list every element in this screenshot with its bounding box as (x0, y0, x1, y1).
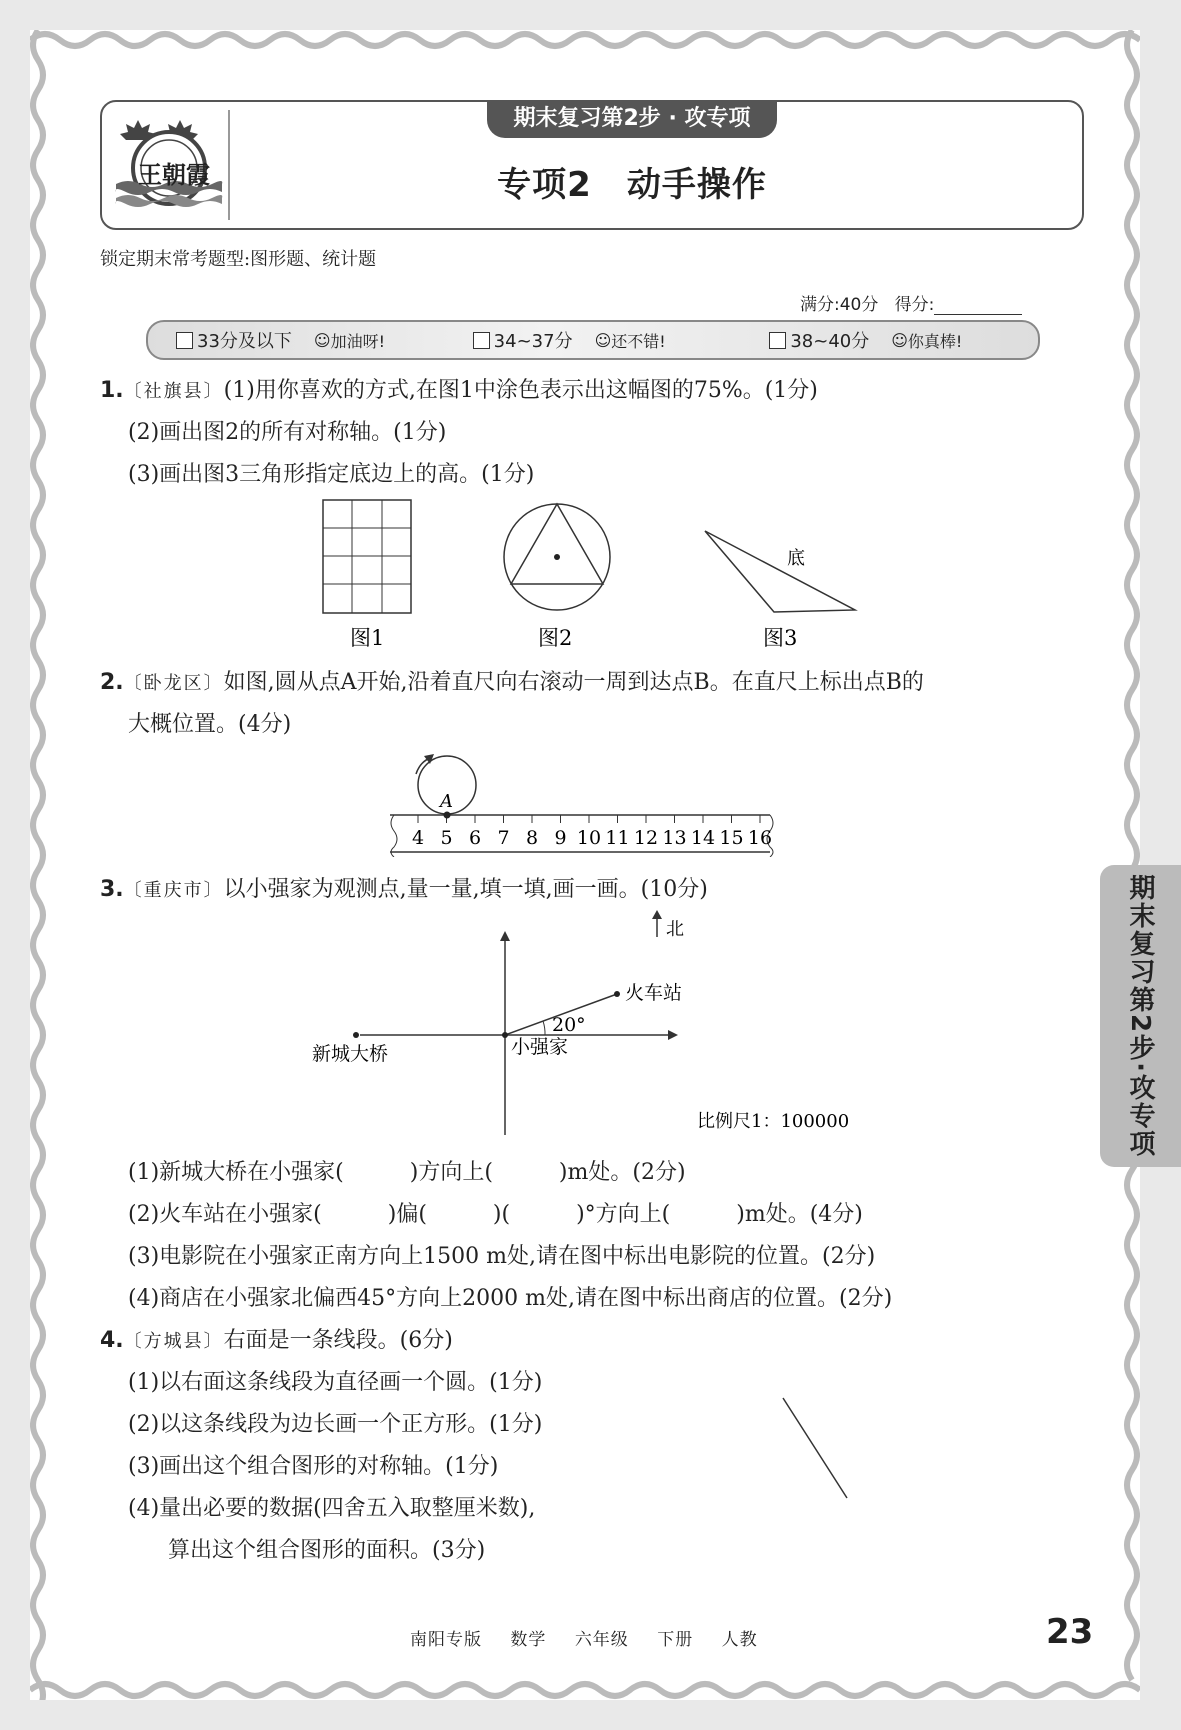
rating-checkbox[interactable] (473, 332, 490, 349)
q3-part3: (3)电影院在小强家正南方向上1500 m处,请在图中标出电影院的位置。(2分) (128, 1244, 876, 1269)
fig2-caption: 图2 (538, 626, 573, 650)
rating-bar (146, 320, 1040, 360)
ruler-tick-label: 4 (411, 827, 425, 849)
fig1-caption: 图1 (350, 626, 385, 650)
footer-item: 下册 (657, 1630, 694, 1650)
q4-part2: (2)以这条线段为边长画一个正方形。(1分) (128, 1412, 543, 1437)
logo-text: 王朝霞 (138, 160, 210, 189)
ruler-tick-label: 10 (576, 827, 602, 849)
footer-item: 南阳专版 (410, 1630, 482, 1650)
question-number: 2. (100, 670, 124, 695)
q2-text: 如图,圆从点A开始,沿着直尺向右滚动一周到达点B。在直尺上标出点B的 (223, 670, 924, 695)
rating-range: 34~37分 (493, 331, 573, 352)
score-line (800, 290, 1022, 315)
rating-comment: 还不错! (611, 331, 666, 351)
q4-part4b: 算出这个组合图形的面积。(3分) (168, 1538, 486, 1563)
q1-figures (310, 495, 870, 655)
footer-item: 数学 (510, 1630, 547, 1650)
question-number: 3. (100, 877, 124, 902)
score-blank[interactable] (934, 298, 1022, 315)
q1-part3: (3)画出图3三角形指定底边上的高。(1分) (128, 462, 535, 487)
footer (410, 1625, 780, 1650)
rating-checkbox[interactable] (769, 332, 786, 349)
q4-part1: (1)以右面这条线段为直径画一个圆。(1分) (128, 1370, 543, 1395)
ruler-tick-label: 7 (497, 827, 510, 849)
ruler-tick-label: 16 (747, 827, 773, 849)
question-source: 〔方城县〕 (123, 1331, 224, 1352)
q2-line2: 大概位置。(4分) (128, 712, 292, 737)
ruler-tick-label: 9 (554, 827, 567, 849)
q4-line1 (100, 1323, 453, 1354)
full-score: 满分:40分 (800, 295, 879, 315)
question-source: 〔卧龙区〕 (123, 673, 224, 694)
station-label: 火车站 (625, 982, 683, 1004)
question-number: 4. (100, 1328, 124, 1353)
ruler-tick-label: 8 (525, 827, 539, 849)
ruler-tick-label: 5 (440, 827, 453, 849)
footer-item: 六年级 (574, 1630, 629, 1650)
q2-ruler-figure (390, 752, 790, 857)
q3-part1: (1)新城大桥在小强家( )方向上( )m处。(2分) (128, 1160, 686, 1185)
point-a-dot (444, 812, 451, 819)
grid-figure[interactable] (323, 500, 411, 613)
q3-part4: (4)商店在小强家北偏西45°方向上2000 m处,请在图中标出商店的位置。(2分) (128, 1286, 893, 1311)
score-label: 得分: (894, 295, 935, 315)
ruler-tick-label: 15 (719, 827, 744, 849)
ruler-tick-label: 11 (605, 827, 630, 849)
home-label: 小强家 (511, 1036, 569, 1058)
rating-range: 38~40分 (790, 331, 870, 352)
side-tab: 期末复习第2步·攻专项 (1100, 865, 1181, 1167)
q3-direction-map[interactable] (300, 905, 900, 1140)
header-box (100, 100, 1084, 230)
fig3-caption: 图3 (763, 626, 798, 650)
angle-label: 20° (552, 1014, 586, 1036)
question-source: 〔重庆市〕 (123, 880, 224, 901)
q3-intro: 以小强家为观测点,量一量,填一填,画一画。(10分) (223, 877, 708, 902)
circle-triangle-figure[interactable] (504, 504, 610, 610)
step-tab: 期末复习第2步 · 攻专项 (487, 100, 777, 138)
subtitle: 锁定期末常考题型:图形题、统计题 (100, 249, 377, 270)
q3-line1 (100, 872, 708, 903)
smile-face-icon: ☺ (891, 330, 908, 350)
question-source: 〔社旗县〕 (123, 381, 224, 402)
ruler-tick-label: 13 (662, 827, 687, 849)
question-number: 1. (100, 378, 124, 403)
rating-checkbox[interactable] (176, 332, 193, 349)
q3-part2: (2)火车站在小强家( )偏( )( )°方向上( )m处。(4分) (128, 1202, 863, 1227)
smile-face-icon: ☺ (313, 330, 331, 350)
ruler-tick-label: 14 (690, 827, 716, 849)
north-label: 北 (666, 919, 684, 940)
ruler-ticks[interactable] (412, 815, 772, 849)
point-a-label: A (440, 791, 453, 812)
q4-intro: 右面是一条线段。(6分) (223, 1328, 453, 1353)
rating-item (445, 327, 742, 353)
rating-item (148, 327, 445, 353)
footer-item: 人教 (721, 1630, 758, 1650)
q4-part3: (3)画出这个组合图形的对称轴。(1分) (128, 1454, 499, 1479)
rating-range: 33分及以下 (197, 331, 292, 352)
q1-part2: (2)画出图2的所有对称轴。(1分) (128, 420, 447, 445)
rating-comment: 你真棒! (907, 331, 963, 351)
rating-comment: 加油呀! (330, 331, 386, 351)
rating-item (741, 327, 1038, 353)
triangle-figure[interactable] (705, 531, 855, 612)
page-number: 23 (1046, 1612, 1094, 1652)
scale-label: 比例尺1：100000 (697, 1111, 850, 1132)
q2-line1 (100, 665, 924, 696)
q1-part1: (1)用你喜欢的方式,在图1中涂色表示出这幅图的75%。(1分) (223, 378, 818, 403)
base-label: 底 (787, 548, 805, 569)
ruler-tick-label: 12 (633, 827, 659, 849)
smile-face-icon: ☺ (594, 330, 612, 350)
ruler-tick-label: 6 (468, 827, 482, 849)
q1-line1 (100, 373, 818, 404)
line-segment-figure[interactable] (775, 1390, 855, 1510)
page-title: 专项2 动手操作 (497, 165, 767, 205)
bridge-label: 新城大桥 (312, 1043, 389, 1065)
header-divider (228, 110, 230, 220)
logo (114, 110, 224, 218)
q4-part4a: (4)量出必要的数据(四舍五入取整厘米数), (128, 1496, 536, 1521)
